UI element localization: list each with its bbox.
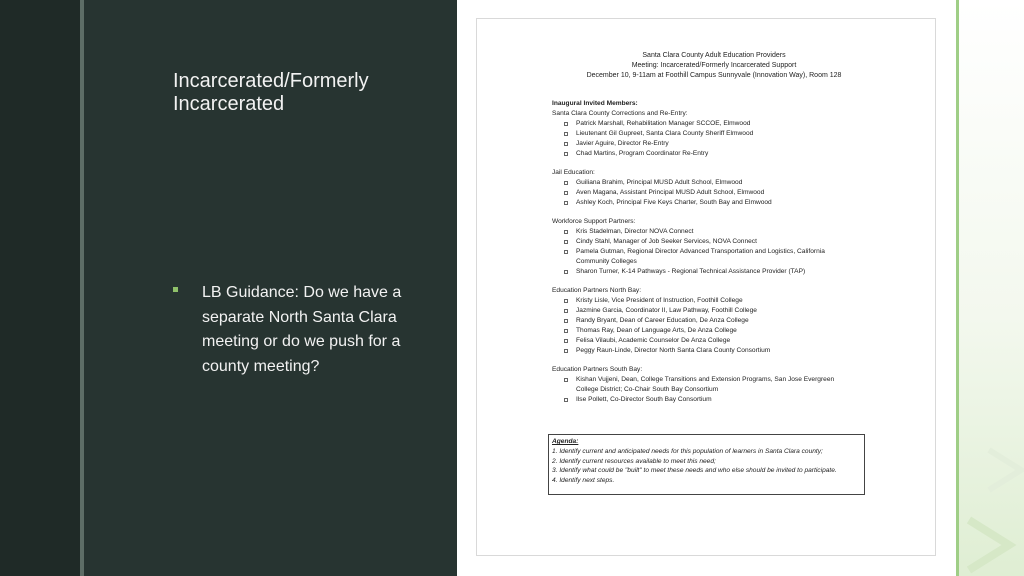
- agenda-title: Agenda:: [552, 438, 579, 445]
- doc-list-item-text: Kris Stadelman, Director NOVA Connect: [576, 228, 694, 235]
- doc-section-title: Inaugural Invited Members:: [552, 100, 638, 107]
- doc-list-item: [552, 267, 872, 277]
- document-body: [552, 99, 872, 414]
- doc-section-title: Education Partners South Bay:: [552, 366, 643, 373]
- checkbox-bullet-icon: [564, 240, 568, 244]
- agenda-box: [548, 434, 865, 495]
- agenda-line: 2. Identify current resources available to meet this need;: [552, 457, 716, 465]
- checkbox-bullet-icon: [564, 319, 568, 323]
- doc-section-title: Workforce Support Partners:: [552, 218, 636, 225]
- doc-section: [552, 99, 872, 159]
- doc-list-item: [552, 306, 872, 316]
- header-line-1: Santa Clara County Adult Education Providers: [642, 52, 786, 59]
- doc-section: [552, 217, 872, 277]
- checkbox-bullet-icon: [564, 270, 568, 274]
- doc-list-item: [552, 395, 872, 405]
- doc-list-item: [552, 296, 872, 306]
- doc-list-item-text: Sharon Turner, K-14 Pathways - Regional Technical Assistance Provider (TAP): [576, 268, 806, 275]
- doc-list-item-text: Lieutenant Gil Gupreet, Santa Clara County Sheriff Elmwood: [576, 130, 754, 137]
- doc-list-item: [552, 227, 872, 237]
- doc-list-item-text: Guiliana Brahim, Principal MUSD Adult School, Elmwood: [576, 179, 743, 186]
- chevron-decoration-icon: [959, 0, 1024, 576]
- slide-title: Incarcerated/Formerly Incarcerated: [173, 70, 369, 115]
- bullet-marker-icon: [173, 287, 178, 292]
- left-accent-strip: [0, 0, 80, 576]
- header-line-3: December 10, 9-11am at Foothill Campus Sunnyvale (Innovation Way), Room 128: [586, 71, 842, 79]
- doc-list-item-continuation: Community Colleges: [576, 258, 637, 265]
- agenda-lines: [552, 447, 861, 486]
- doc-list-item-text: Javier Aguire, Director Re-Entry: [576, 140, 669, 147]
- doc-list-item-text: Kristy Lisle, Vice President of Instruction, Foothill College: [576, 297, 743, 304]
- doc-list-item: [552, 139, 872, 149]
- checkbox-bullet-icon: [564, 250, 568, 254]
- header-line-2: Meeting: Incarcerated/Formerly Incarcerated Support: [631, 61, 797, 69]
- agenda-line: 1. Identify current and anticipated needs for this population of learners in Santa Clara county;: [552, 447, 823, 455]
- checkbox-bullet-icon: [564, 142, 568, 146]
- doc-section: [552, 286, 872, 356]
- checkbox-bullet-icon: [564, 201, 568, 205]
- doc-list-item-text: Randy Bryant, Dean of Career Education, De Anza College: [576, 317, 749, 324]
- doc-list-item-text: Kishan Vujjeni, Dean, College Transitions and Extension Programs, San Jose Evergreen: [576, 376, 835, 383]
- doc-list-item: [552, 237, 872, 247]
- doc-list-item-text: Aven Magana, Assistant Principal MUSD Adult School, Elmwood: [576, 189, 765, 196]
- doc-list-item-text: Felisa Vilaubi, Academic Counselor De Anza College: [576, 337, 731, 344]
- checkbox-bullet-icon: [564, 398, 568, 402]
- doc-list-item-text: Peggy Raun-Linde, Director North Santa Clara County Consortium: [576, 347, 771, 354]
- doc-list-item: [552, 375, 872, 395]
- doc-section: [552, 365, 872, 405]
- doc-section: [552, 168, 872, 208]
- doc-list-item: [552, 119, 872, 129]
- bullet-text: LB Guidance: Do we have a separate North Santa Clara meeting or do we push for a county meeting?: [202, 284, 402, 375]
- doc-list-item: [552, 178, 872, 188]
- doc-section-title: Education Partners North Bay:: [552, 287, 642, 294]
- doc-list-item-text: Chad Martins, Program Coordinator Re-Entry: [576, 150, 709, 157]
- doc-list-item: [552, 247, 872, 267]
- left-strip-divider: [80, 0, 84, 576]
- checkbox-bullet-icon: [564, 378, 568, 382]
- doc-list-item-text: Patrick Marshall, Rehabilitation Manager SCCOE, Elmwood: [576, 120, 751, 127]
- checkbox-bullet-icon: [564, 349, 568, 353]
- doc-list-item: [552, 316, 872, 326]
- doc-list-item-text: Pamela Gutman, Regional Director Advanced Transportation and Logistics, California: [576, 248, 825, 255]
- document-header: [476, 51, 952, 80]
- checkbox-bullet-icon: [564, 309, 568, 313]
- checkbox-bullet-icon: [564, 339, 568, 343]
- doc-section-title: Jail Education:: [552, 169, 595, 176]
- doc-list-item-text: Ilse Pollett, Co-Director South Bay Consortium: [576, 396, 712, 403]
- checkbox-bullet-icon: [564, 181, 568, 185]
- checkbox-bullet-icon: [564, 299, 568, 303]
- checkbox-bullet-icon: [564, 329, 568, 333]
- doc-list-item: [552, 188, 872, 198]
- checkbox-bullet-icon: [564, 230, 568, 234]
- doc-list-item-text: Ashley Koch, Principal Five Keys Charter, South Bay and Elmwood: [576, 199, 772, 206]
- right-decoration: [959, 0, 1024, 576]
- doc-list-item-continuation: College District; Co-Chair South Bay Consortium: [576, 386, 719, 393]
- doc-list-item-text: Cindy Stahl, Manager of Job Seeker Services, NOVA Connect: [576, 238, 757, 245]
- doc-list-item: [552, 129, 872, 139]
- doc-section-subtitle: Santa Clara County Corrections and Re-Entry:: [552, 110, 688, 117]
- doc-list-item-text: Thomas Ray, Dean of Language Arts, De Anza College: [576, 327, 737, 334]
- agenda-line: 4. Identify next steps.: [552, 477, 615, 485]
- doc-list-item: [552, 346, 872, 356]
- doc-list-item-text: Jazmine Garcia, Coordinator II, Law Pathway, Foothill College: [576, 307, 757, 314]
- checkbox-bullet-icon: [564, 122, 568, 126]
- doc-list-item: [552, 326, 872, 336]
- checkbox-bullet-icon: [564, 132, 568, 136]
- doc-list-item: [552, 149, 872, 159]
- doc-list-item: [552, 198, 872, 208]
- doc-list-item: [552, 336, 872, 346]
- checkbox-bullet-icon: [564, 152, 568, 156]
- checkbox-bullet-icon: [564, 191, 568, 195]
- agenda-line: 3. Identify what could be "built" to meet these needs and who else should be invited to participate.: [552, 467, 837, 475]
